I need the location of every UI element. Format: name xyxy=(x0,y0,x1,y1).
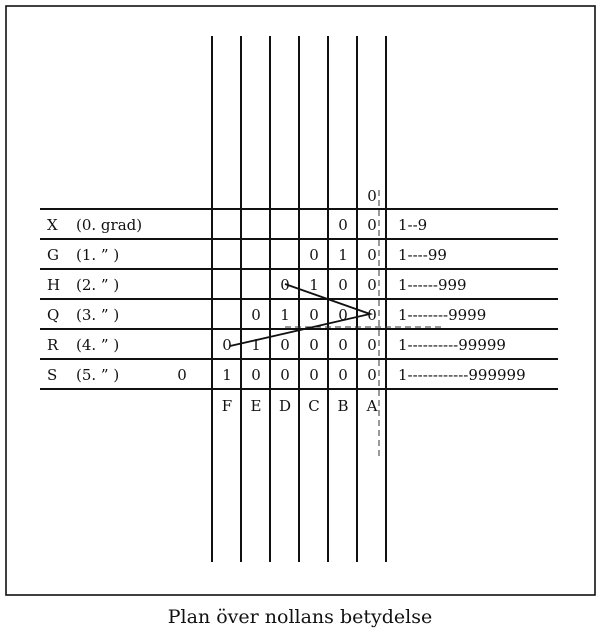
diagram-frame xyxy=(6,6,595,595)
cell-R-C: 0 xyxy=(309,336,319,354)
cell-Q-D: 1 xyxy=(280,306,290,324)
row-key-R: R xyxy=(47,336,59,354)
row-key-G: G xyxy=(47,246,59,264)
cell-G-C: 0 xyxy=(309,246,319,264)
cell-S-D: 0 xyxy=(280,366,290,384)
row-label-G: (1. ” ) xyxy=(76,246,120,264)
row-key-H: H xyxy=(47,276,61,294)
range-S: 1------------999999 xyxy=(398,366,526,384)
column-label-C: C xyxy=(308,397,320,415)
cell-G-B: 1 xyxy=(338,246,348,264)
grid-lines xyxy=(40,36,558,562)
row-key-S: S xyxy=(47,366,58,384)
row-label-S: (5. ” ) xyxy=(76,366,120,384)
range-H: 1------999 xyxy=(398,276,467,294)
cell-S-A: 0 xyxy=(367,366,377,384)
row-label-R: (4. ” ) xyxy=(76,336,120,354)
row-label-X: (0. grad) xyxy=(76,216,143,234)
cell-S-C: 0 xyxy=(309,366,319,384)
column-label-D: D xyxy=(278,397,292,415)
cell-H-C: 1 xyxy=(309,276,319,294)
range-G: 1----99 xyxy=(398,246,447,264)
range-R: 1----------99999 xyxy=(398,336,506,354)
cell-H-D: 0 xyxy=(280,276,290,294)
cell-S-E: 0 xyxy=(251,366,261,384)
cell-R-A: 0 xyxy=(367,336,377,354)
cell-G-A: 0 xyxy=(367,246,377,264)
cell-Q-C: 0 xyxy=(309,306,319,324)
cell-X-A: 0 xyxy=(367,216,377,234)
cell-R-E: 1 xyxy=(251,336,261,354)
cell-Q-B: 0 xyxy=(338,306,348,324)
column-label-F: F xyxy=(221,397,233,415)
caption: Plan över nollans betydelse xyxy=(167,606,433,628)
cell-R-B: 0 xyxy=(338,336,348,354)
leading-digit-S: 0 xyxy=(177,366,187,384)
column-label-B: B xyxy=(337,397,349,415)
cell-R-D: 0 xyxy=(280,336,290,354)
cell-S-F: 1 xyxy=(222,366,232,384)
column-label-E: E xyxy=(250,397,262,415)
column-label-A: A xyxy=(366,397,378,415)
row-key-X: X xyxy=(47,216,58,234)
cell-H-B: 0 xyxy=(338,276,348,294)
row-label-H: (2. ” ) xyxy=(76,276,120,294)
row-key-Q: Q xyxy=(47,306,60,324)
range-X: 1--9 xyxy=(398,216,428,234)
cell-S-B: 0 xyxy=(338,366,348,384)
row-label-Q: (3. ” ) xyxy=(76,306,120,324)
range-Q: 1--------9999 xyxy=(398,306,487,324)
cell-X-B: 0 xyxy=(338,216,348,234)
cell-R-F: 0 xyxy=(222,336,232,354)
cell-Q-E: 0 xyxy=(251,306,261,324)
cell-Q-A: 0 xyxy=(367,306,377,324)
top-zero: 0 xyxy=(367,187,377,205)
cell-H-A: 0 xyxy=(367,276,377,294)
